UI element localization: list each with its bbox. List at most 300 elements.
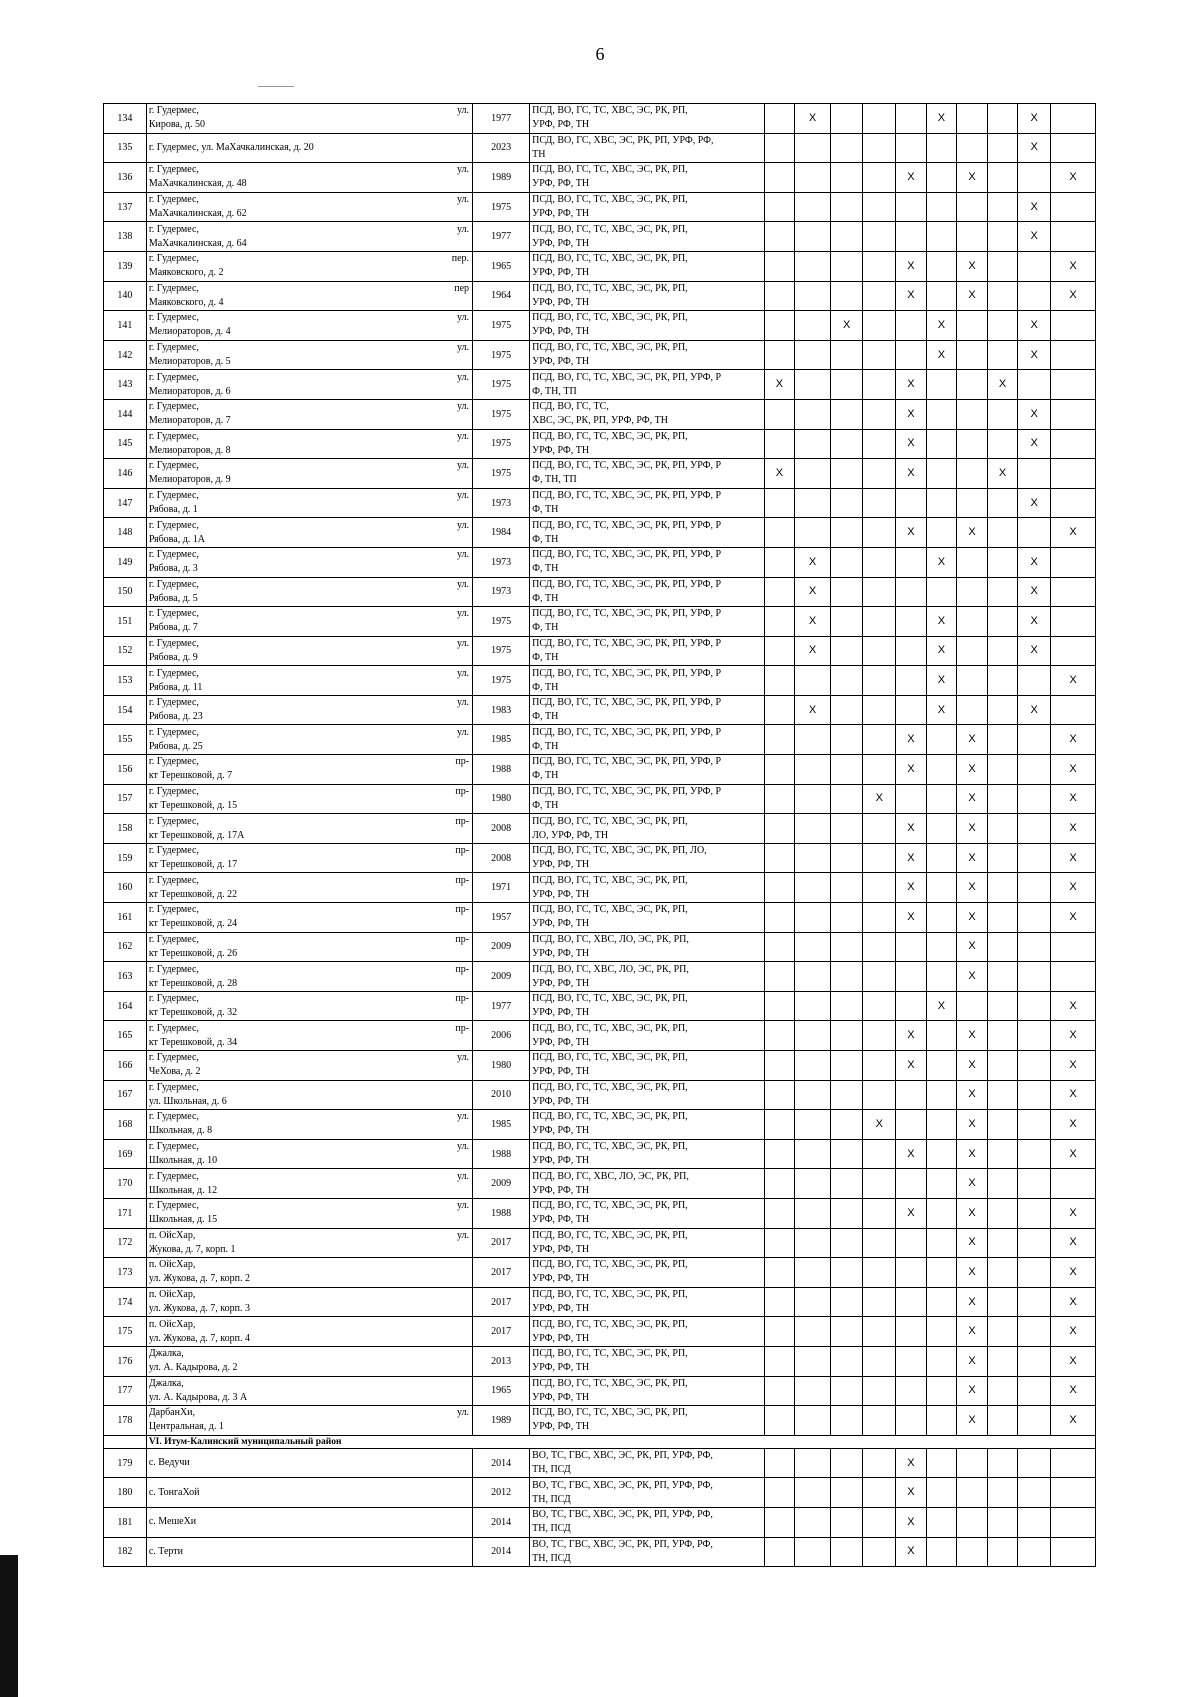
mark-cell-3	[830, 1051, 863, 1081]
elements-box	[532, 726, 761, 754]
x-mark: X	[957, 518, 988, 548]
x-mark: X	[896, 429, 927, 459]
elements-line-1: ПСД, ВО, ГС, ТС, ХВС, ЭС, РК, РП, УРФ, Р	[532, 697, 722, 709]
mark-cell-4	[863, 459, 896, 489]
mark-cell-1	[764, 1346, 795, 1376]
x-mark: X	[896, 843, 927, 873]
mark-cell-1	[764, 518, 795, 548]
mark-cell-9	[1018, 873, 1051, 903]
elements-line-2: УРФ, РФ, ТН	[532, 1421, 590, 1433]
x-mark: X	[896, 1537, 927, 1567]
mark-cell-2	[795, 932, 831, 962]
mark-cell-3	[830, 281, 863, 311]
elements-box	[532, 134, 761, 162]
mark-cell-6	[926, 1287, 957, 1317]
elements-line-2: ХВС, ЭС, РК, РП, УРФ, РФ, ТН	[532, 415, 668, 427]
elements-cell	[530, 222, 764, 252]
x-mark: X	[957, 163, 988, 193]
x-mark: X	[926, 547, 957, 577]
mark-cell-4	[863, 547, 896, 577]
table-row	[104, 873, 1096, 903]
elements-cell	[530, 903, 764, 933]
mark-cell-2	[795, 1110, 831, 1140]
mark-cell-7	[957, 1507, 988, 1537]
mark-cell-9	[1018, 1021, 1051, 1051]
address-cell	[146, 1080, 472, 1110]
mark-cell-3	[830, 429, 863, 459]
mark-cell-4	[863, 577, 896, 607]
registry-table	[103, 103, 1096, 1567]
street-type: ул.	[456, 726, 470, 738]
row-number: 152	[104, 636, 147, 666]
elements-line-2: Ф, ТН, ТП	[532, 474, 577, 486]
address-line-2: Школьная, д. 8	[148, 1125, 213, 1137]
mark-cell-9	[1018, 163, 1051, 193]
mark-cell-4	[863, 133, 896, 163]
mark-cell-2	[795, 666, 831, 696]
address-cell	[146, 814, 472, 844]
mark-cell-2	[795, 991, 831, 1021]
elements-line-1: ПСД, ВО, ГС, ТС, ХВС, ЭС, РК, РП,	[532, 194, 688, 206]
mark-cell-2	[795, 251, 831, 281]
mark-cell-5	[896, 1376, 927, 1406]
elements-line-1: ПСД, ВО, ГС, ТС,	[532, 401, 609, 413]
mark-cell-4	[863, 873, 896, 903]
x-mark: X	[1051, 1406, 1096, 1436]
elements-box	[532, 667, 761, 695]
street-type: пр-	[455, 993, 470, 1005]
x-mark: X	[926, 695, 957, 725]
address-line-2: Рябова, д. 7	[148, 622, 198, 634]
year-cell: 1975	[473, 666, 530, 696]
table-row	[104, 666, 1096, 696]
mark-cell-5	[896, 104, 927, 134]
x-mark: X	[957, 281, 988, 311]
elements-line-2: УРФ, РФ, ТН	[532, 947, 590, 959]
mark-cell-4	[863, 251, 896, 281]
mark-cell-8	[987, 281, 1018, 311]
address-line-2: ул. Жукова, д. 7, корп. 2	[148, 1273, 251, 1285]
year-cell: 1973	[473, 577, 530, 607]
address-line-2: ЧеХова, д. 2	[148, 1066, 201, 1078]
address-line-1: г. Гудермес,	[148, 785, 199, 797]
x-mark: X	[896, 399, 927, 429]
table-row	[104, 370, 1096, 400]
mark-cell-4	[863, 1507, 896, 1537]
mark-cell-2	[795, 1507, 831, 1537]
mark-cell-3	[830, 1110, 863, 1140]
elements-cell	[530, 1448, 764, 1478]
mark-cell-9	[1018, 991, 1051, 1021]
elements-cell	[530, 1080, 764, 1110]
elements-line-2: УРФ, РФ, ТН	[532, 119, 590, 131]
mark-cell-5	[896, 222, 927, 252]
address-line-2: Маяковского, д. 2	[148, 267, 224, 279]
mark-cell-10	[1051, 429, 1096, 459]
elements-box	[532, 1538, 761, 1566]
mark-cell-9	[1018, 518, 1051, 548]
mark-cell-2	[795, 784, 831, 814]
elements-cell	[530, 459, 764, 489]
mark-cell-1	[764, 607, 795, 637]
mark-cell-8	[987, 1051, 1018, 1081]
mark-cell-9	[1018, 1198, 1051, 1228]
street-type: пер.	[451, 253, 470, 265]
elements-cell	[530, 607, 764, 637]
scan-edge-bar	[0, 1555, 18, 1697]
elements-line-2: УРФ, РФ, ТН	[532, 1125, 590, 1137]
mark-cell-3	[830, 577, 863, 607]
address-cell	[146, 547, 472, 577]
address-line-1: с. Терти	[148, 1545, 184, 1557]
mark-cell-9	[1018, 932, 1051, 962]
mark-cell-4	[863, 932, 896, 962]
mark-cell-5	[896, 991, 927, 1021]
mark-cell-1	[764, 1198, 795, 1228]
elements-box	[532, 104, 761, 132]
mark-cell-4	[863, 340, 896, 370]
mark-cell-3	[830, 1139, 863, 1169]
mark-cell-5	[896, 547, 927, 577]
mark-cell-8	[987, 991, 1018, 1021]
mark-cell-8	[987, 429, 1018, 459]
address-box	[149, 311, 470, 339]
row-number: 160	[104, 873, 147, 903]
mark-cell-2	[795, 814, 831, 844]
elements-line-1: ПСД, ВО, ГС, ТС, ХВС, ЭС, РК, РП, УРФ, Р	[532, 608, 722, 620]
mark-cell-4	[863, 1080, 896, 1110]
mark-cell-8	[987, 311, 1018, 341]
elements-line-1: ПСД, ВО, ГС, ТС, ХВС, ЭС, РК, РП,	[532, 1052, 688, 1064]
street-type: пр-	[455, 874, 470, 886]
elements-box	[532, 874, 761, 902]
address-box	[149, 1377, 470, 1405]
address-line-2: Мелиораторов, д. 5	[148, 356, 231, 368]
row-number: 148	[104, 518, 147, 548]
address-box	[149, 459, 470, 487]
address-cell	[146, 488, 472, 518]
mark-cell-9	[1018, 784, 1051, 814]
address-cell	[146, 459, 472, 489]
address-box	[149, 933, 470, 961]
x-mark: X	[1051, 666, 1096, 696]
elements-line-2: ТН	[532, 148, 546, 160]
address-line-2: кт Терешковой, д. 7	[148, 770, 233, 782]
x-mark: X	[1051, 873, 1096, 903]
mark-cell-1	[764, 251, 795, 281]
address-box	[149, 1170, 470, 1198]
mark-cell-8	[987, 1478, 1018, 1508]
elements-cell	[530, 518, 764, 548]
elements-line-2: УРФ, РФ, ТН	[532, 1036, 590, 1048]
address-line-2: Рябова, д. 25	[148, 740, 203, 752]
mark-cell-3	[830, 251, 863, 281]
mark-cell-9	[1018, 251, 1051, 281]
elements-cell	[530, 1169, 764, 1199]
row-number: 156	[104, 755, 147, 785]
table-row	[104, 1080, 1096, 1110]
mark-cell-4	[863, 192, 896, 222]
address-line-1: Джалка,	[148, 1377, 184, 1389]
address-line-2: ул. Жукова, д. 7, корп. 3	[148, 1303, 251, 1315]
x-mark: X	[1051, 251, 1096, 281]
row-number: 145	[104, 429, 147, 459]
elements-cell	[530, 873, 764, 903]
x-mark: X	[1051, 843, 1096, 873]
x-mark: X	[795, 636, 831, 666]
elements-line-2: УРФ, РФ, ТН	[532, 918, 590, 930]
elements-cell	[530, 133, 764, 163]
x-mark: X	[1051, 1080, 1096, 1110]
elements-line-2: УРФ, РФ, ТН	[532, 1303, 590, 1315]
elements-line-1: ПСД, ВО, ГС, ТС, ХВС, ЭС, РК, РП,	[532, 253, 688, 265]
mark-cell-8	[987, 784, 1018, 814]
address-line-1: г. Гудермес,	[148, 756, 199, 768]
year-cell: 1975	[473, 340, 530, 370]
elements-cell	[530, 725, 764, 755]
year-cell: 1975	[473, 399, 530, 429]
mark-cell-8	[987, 1228, 1018, 1258]
mark-cell-1	[764, 903, 795, 933]
mark-cell-4	[863, 636, 896, 666]
mark-cell-10	[1051, 488, 1096, 518]
mark-cell-2	[795, 1198, 831, 1228]
address-line-1: г. Гудермес,	[148, 904, 199, 916]
address-box	[149, 163, 470, 191]
elements-box	[532, 696, 761, 724]
year-cell: 1965	[473, 1376, 530, 1406]
mark-cell-5	[896, 577, 927, 607]
elements-box	[532, 548, 761, 576]
mark-cell-6	[926, 488, 957, 518]
elements-cell	[530, 1346, 764, 1376]
mark-cell-10	[1051, 370, 1096, 400]
address-cell	[146, 251, 472, 281]
x-mark: X	[1051, 814, 1096, 844]
mark-cell-1	[764, 636, 795, 666]
address-line-1: г. Гудермес,	[148, 845, 199, 857]
elements-cell	[530, 192, 764, 222]
mark-cell-7	[957, 695, 988, 725]
row-number: 162	[104, 932, 147, 962]
address-box	[149, 667, 470, 695]
elements-box	[532, 903, 761, 931]
elements-line-2: УРФ, РФ, ТН	[532, 1155, 590, 1167]
table-row	[104, 814, 1096, 844]
elements-box	[532, 1288, 761, 1316]
mark-cell-10	[1051, 547, 1096, 577]
mark-cell-10	[1051, 962, 1096, 992]
mark-cell-10	[1051, 104, 1096, 134]
address-box	[149, 726, 470, 754]
x-mark: X	[1051, 991, 1096, 1021]
table-row	[104, 636, 1096, 666]
address-line-2: ул. А. Кадырова, д. 3 А	[148, 1391, 248, 1403]
mark-cell-10	[1051, 340, 1096, 370]
elements-box	[532, 755, 761, 783]
x-mark: X	[1051, 281, 1096, 311]
mark-cell-9	[1018, 755, 1051, 785]
address-line-1: г. Гудермес,	[148, 1022, 199, 1034]
mark-cell-4	[863, 222, 896, 252]
mark-cell-3	[830, 1169, 863, 1199]
address-line-1: г. Гудермес,	[148, 194, 199, 206]
x-mark: X	[1051, 755, 1096, 785]
mark-cell-10	[1051, 192, 1096, 222]
mark-cell-8	[987, 666, 1018, 696]
mark-cell-7	[957, 340, 988, 370]
row-number: 171	[104, 1198, 147, 1228]
street-type: ул.	[456, 490, 470, 502]
mark-cell-9	[1018, 281, 1051, 311]
mark-cell-4	[863, 725, 896, 755]
street-type: пр-	[455, 815, 470, 827]
x-mark: X	[896, 163, 927, 193]
address-box	[149, 1449, 470, 1477]
mark-cell-8	[987, 814, 1018, 844]
address-line-1: г. Гудермес,	[148, 312, 199, 324]
x-mark: X	[926, 340, 957, 370]
address-box	[149, 134, 470, 162]
mark-cell-4	[863, 518, 896, 548]
x-mark: X	[1051, 1376, 1096, 1406]
elements-box	[532, 1258, 761, 1286]
row-number: 175	[104, 1317, 147, 1347]
x-mark: X	[764, 370, 795, 400]
mark-cell-9	[1018, 903, 1051, 933]
mark-cell-8	[987, 636, 1018, 666]
table-row	[104, 222, 1096, 252]
mark-cell-4	[863, 814, 896, 844]
mark-cell-4	[863, 1169, 896, 1199]
street-type: ул.	[456, 430, 470, 442]
street-type: ул.	[456, 578, 470, 590]
street-type: ул.	[456, 460, 470, 472]
elements-line-1: ПСД, ВО, ГС, ТС, ХВС, ЭС, РК, РП, УРФ, Р	[532, 549, 722, 561]
cell-empty	[104, 1435, 147, 1448]
elements-line-1: ПСД, ВО, ГС, ТС, ХВС, ЭС, РК, РП, ЛО,	[532, 845, 707, 857]
address-line-1: г. Гудермес,	[148, 1170, 199, 1182]
address-line-2: Школьная, д. 15	[148, 1214, 218, 1226]
address-box	[149, 193, 470, 221]
mark-cell-8	[987, 547, 1018, 577]
mark-cell-3	[830, 222, 863, 252]
address-box	[149, 1022, 470, 1050]
elements-cell	[530, 1051, 764, 1081]
elements-cell	[530, 577, 764, 607]
elements-cell	[530, 1507, 764, 1537]
mark-cell-7	[957, 222, 988, 252]
address-line-2: кт Терешковой, д. 15	[148, 799, 238, 811]
mark-cell-6	[926, 1258, 957, 1288]
mark-cell-2	[795, 222, 831, 252]
year-cell: 1975	[473, 429, 530, 459]
mark-cell-10	[1051, 636, 1096, 666]
x-mark: X	[957, 1228, 988, 1258]
mark-cell-10	[1051, 695, 1096, 725]
address-cell	[146, 666, 472, 696]
year-cell: 2008	[473, 843, 530, 873]
address-line-1: г. Гудермес,	[148, 1111, 199, 1123]
mark-cell-2	[795, 843, 831, 873]
mark-cell-1	[764, 784, 795, 814]
mark-cell-3	[830, 1507, 863, 1537]
mark-cell-2	[795, 1228, 831, 1258]
mark-cell-2	[795, 1317, 831, 1347]
elements-line-1: ПСД, ВО, ГС, ТС, ХВС, ЭС, РК, РП,	[532, 1141, 688, 1153]
mark-cell-10	[1051, 222, 1096, 252]
address-cell	[146, 695, 472, 725]
mark-cell-7	[957, 311, 988, 341]
mark-cell-1	[764, 1080, 795, 1110]
mark-cell-6	[926, 873, 957, 903]
row-number: 180	[104, 1478, 147, 1508]
street-type: ул.	[456, 401, 470, 413]
mark-cell-9	[1018, 725, 1051, 755]
x-mark: X	[1051, 1198, 1096, 1228]
x-mark: X	[1018, 222, 1051, 252]
mark-cell-4	[863, 695, 896, 725]
mark-cell-4	[863, 607, 896, 637]
elements-line-1: ВО, ТС, ГВС, ХВС, ЭС, РК, РП, УРФ, РФ,	[532, 1538, 713, 1550]
mark-cell-8	[987, 1346, 1018, 1376]
mark-cell-1	[764, 1139, 795, 1169]
row-number: 137	[104, 192, 147, 222]
address-cell	[146, 1110, 472, 1140]
x-mark: X	[896, 1448, 927, 1478]
mark-cell-4	[863, 1537, 896, 1567]
address-cell	[146, 192, 472, 222]
table-row	[104, 1406, 1096, 1436]
x-mark: X	[896, 518, 927, 548]
x-mark: X	[1051, 1258, 1096, 1288]
address-line-2: МаХачкалинская, д. 48	[148, 178, 247, 190]
elements-box	[532, 1347, 761, 1375]
address-line-1: г. Гудермес,	[148, 430, 199, 442]
elements-line-1: ПСД, ВО, ГС, ТС, ХВС, ЭС, РК, РП,	[532, 342, 688, 354]
elements-cell	[530, 251, 764, 281]
address-line-1: п. ОйсХар,	[148, 1289, 196, 1301]
address-box	[149, 637, 470, 665]
mark-cell-2	[795, 873, 831, 903]
elements-line-1: ПСД, ВО, ГС, ТС, ХВС, ЭС, РК, РП,	[532, 164, 688, 176]
mark-cell-1	[764, 1406, 795, 1436]
elements-box	[532, 785, 761, 813]
mark-cell-6	[926, 1376, 957, 1406]
mark-cell-2	[795, 1478, 831, 1508]
mark-cell-10	[1051, 1169, 1096, 1199]
address-line-1: г. Гудермес,	[148, 490, 199, 502]
address-line-2: кт Терешковой, д. 34	[148, 1036, 238, 1048]
mark-cell-1	[764, 873, 795, 903]
mark-cell-9	[1018, 1287, 1051, 1317]
mark-cell-4	[863, 1139, 896, 1169]
street-type: пр-	[455, 1022, 470, 1034]
address-cell	[146, 932, 472, 962]
elements-cell	[530, 814, 764, 844]
row-number: 154	[104, 695, 147, 725]
elements-box	[532, 1449, 761, 1477]
elements-line-2: УРФ, РФ, ТН	[532, 208, 590, 220]
elements-line-1: ПСД, ВО, ГС, ТС, ХВС, ЭС, РК, РП,	[532, 1348, 688, 1360]
address-line-1: г. Гудермес,	[148, 993, 199, 1005]
mark-cell-9	[1018, 1228, 1051, 1258]
elements-cell	[530, 429, 764, 459]
elements-line-2: Ф, ТН	[532, 622, 559, 634]
elements-box	[532, 371, 761, 399]
mark-cell-8	[987, 755, 1018, 785]
year-cell: 2017	[473, 1287, 530, 1317]
